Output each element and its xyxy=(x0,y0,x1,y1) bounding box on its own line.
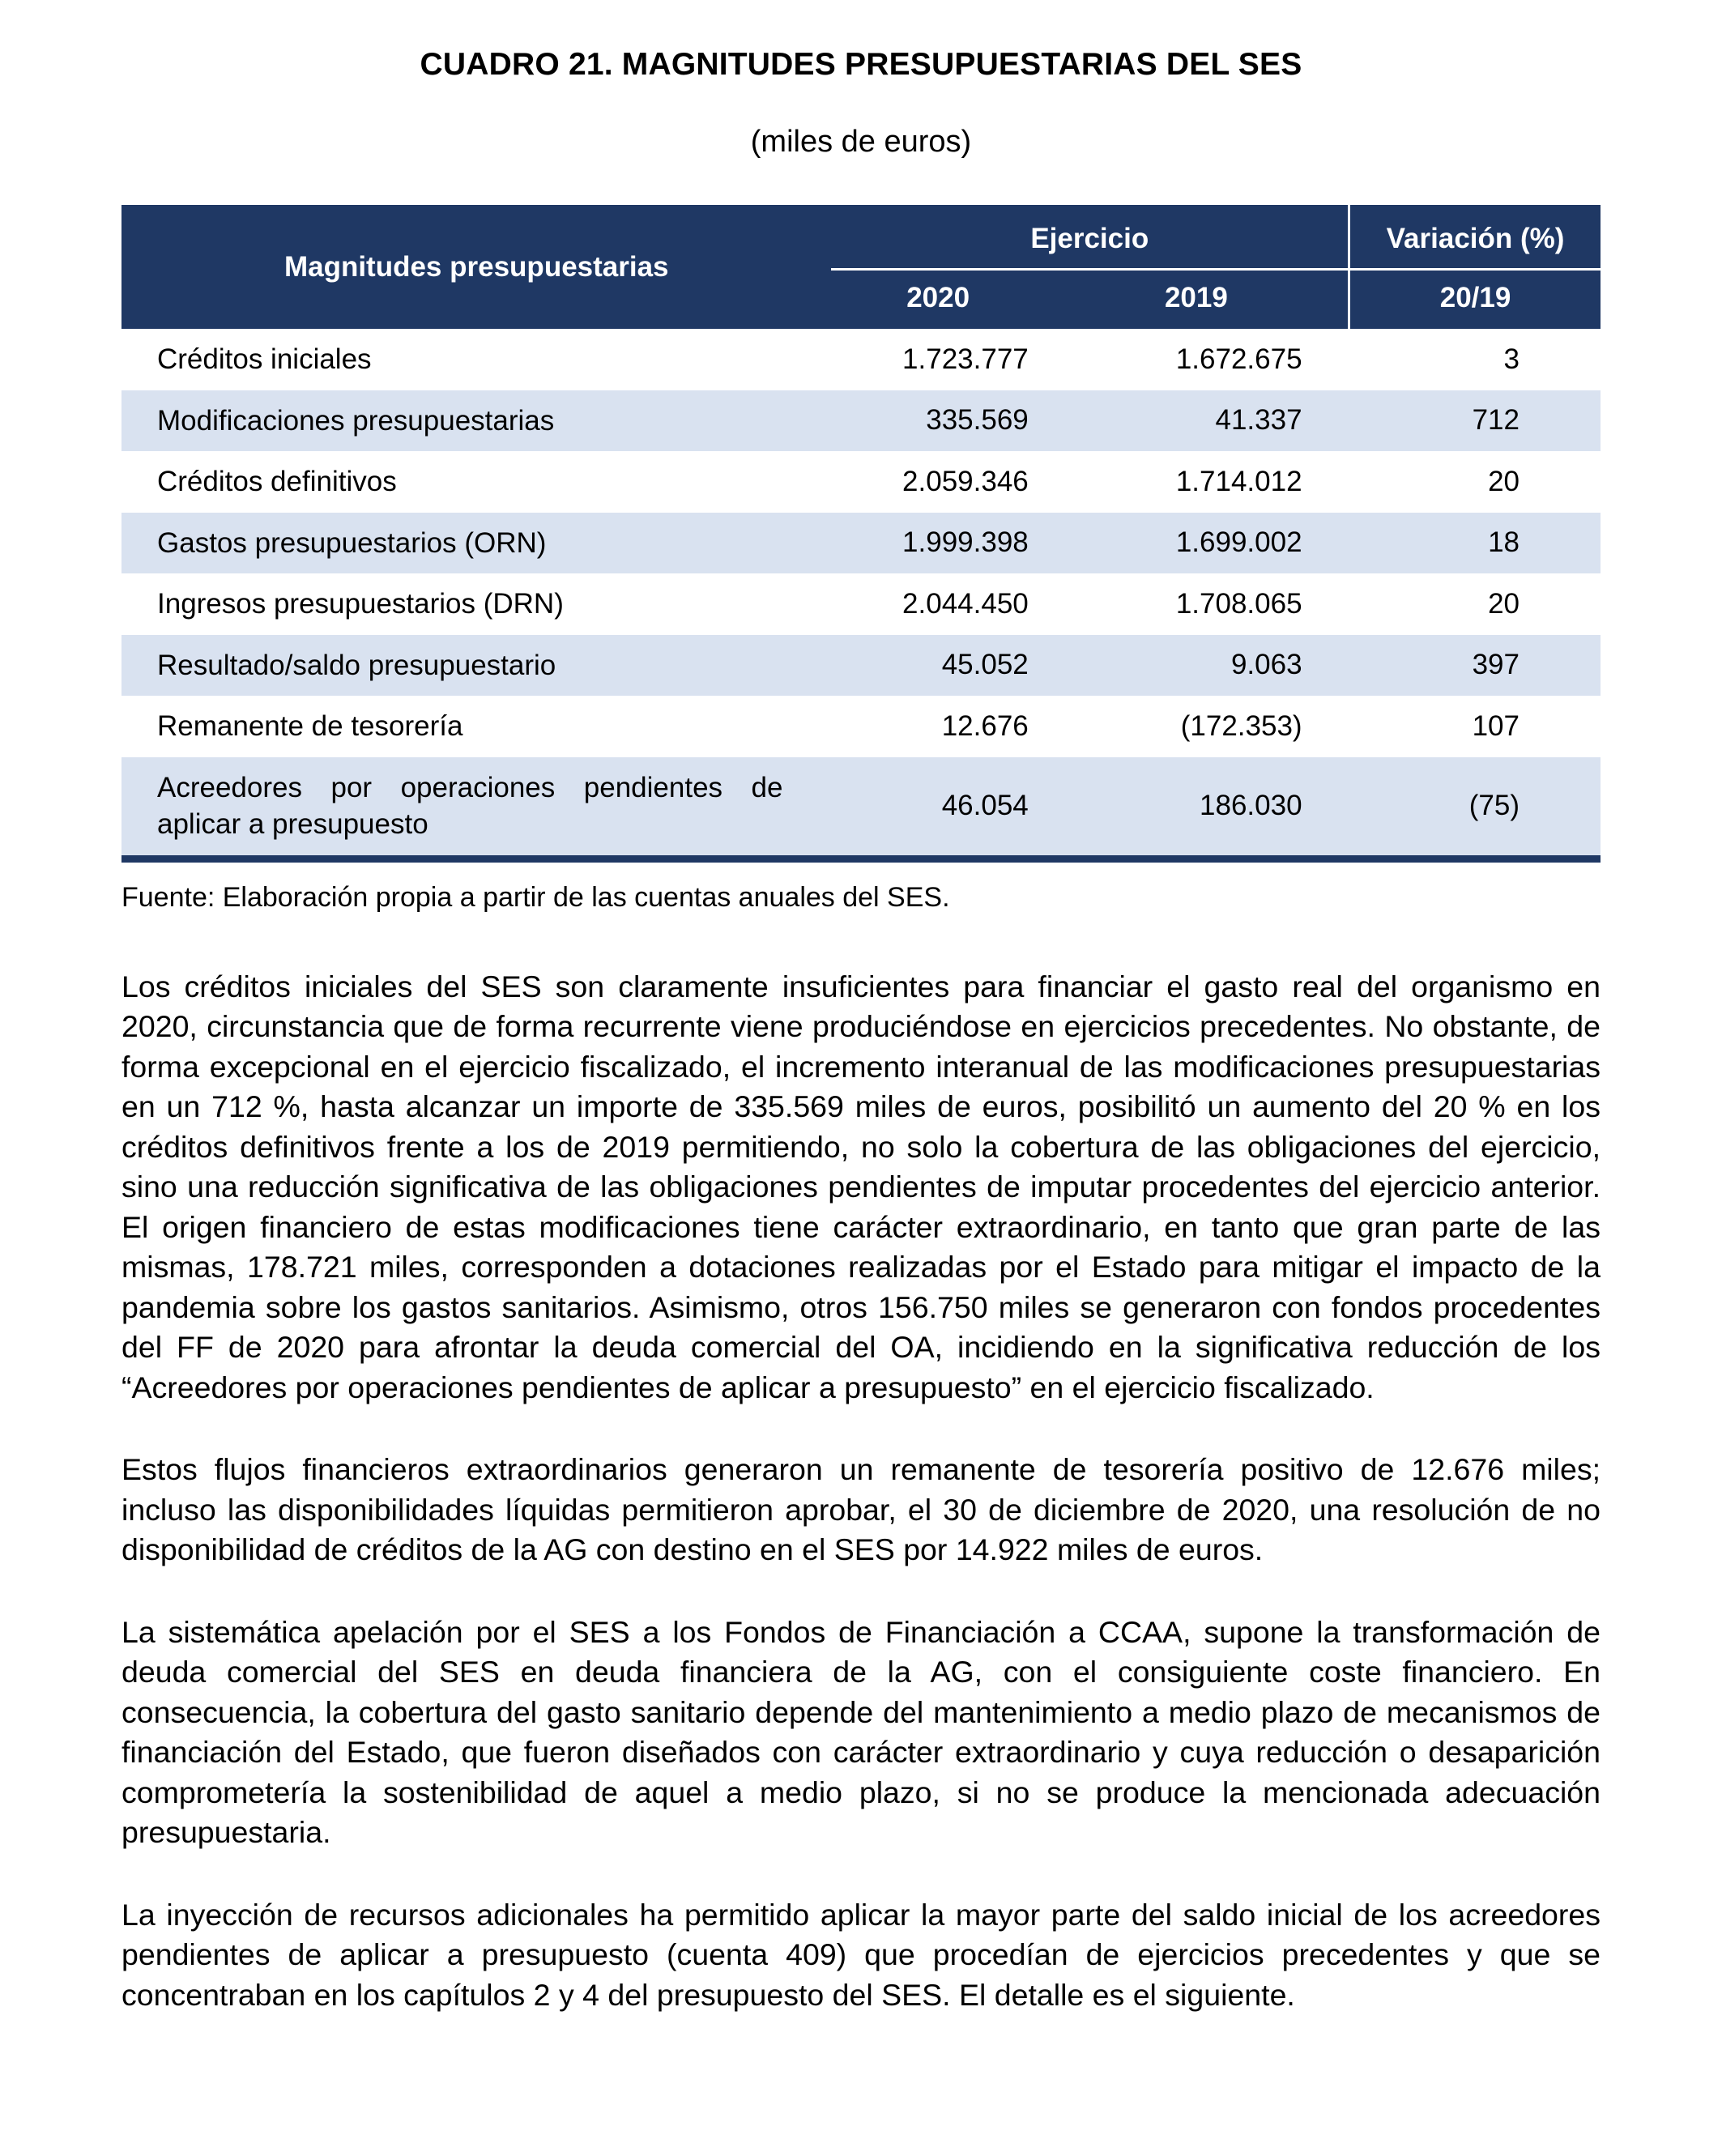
header-year-2020: 2020 xyxy=(831,270,1075,330)
budget-table xyxy=(121,205,1601,863)
header-group-row xyxy=(121,205,1601,270)
body-paragraph: La sistemática apelación por el SES a los Fondos de Financiación a CCAA, supone la transformación de deuda comercial del SES en deuda financiera de la AG, con el consiguiente coste financiero. En consecuencia, la cobertura del gasto sanitario depende del mantenimiento a medio plazo de mecanismos de financiación del Estado, que fueron diseñados con carácter extraordinario y cuya reducción o desaparición comprometería la sostenibilidad de aquel a medio plazo, si no se produce la mencionada adecuación presupuestaria. xyxy=(121,1614,1601,1849)
row-label: Acreedores por operaciones pendientes de aplicar a presupuesto xyxy=(121,757,831,859)
body-text xyxy=(121,967,1601,2016)
value-2019: (172.353) xyxy=(1180,709,1302,742)
table-row xyxy=(121,451,1601,513)
table-row xyxy=(121,757,1601,859)
table-row xyxy=(121,573,1601,635)
table-row xyxy=(121,635,1601,697)
header-ejercicio: Ejercicio xyxy=(831,205,1349,270)
value-2019: 1.708.065 xyxy=(1175,587,1302,620)
row-label: Gastos presupuestarios (ORN) xyxy=(121,513,831,574)
body-paragraph: Los créditos iniciales del SES son claramente insuficientes para financiar el gasto real del organismo en 2020, circunstancia que de forma recurrente viene produciéndose en ejercicios precedentes. No obstante, de forma excepcional en el ejercicio fiscalizado, el incremento interanual de las modificaciones presupuestarias en un 712 %, hasta alcanzar un importe de 335.569 miles de euros, posibilitó un aumento del 20 % en los créditos definitivos frente a los de 2019 permitiendo, no solo la cobertura de las obligaciones del ejercicio, sino una reducción significativa de las obligaciones pendientes de imputar procedentes del ejercicio anterior. El origen financiero de estas modificaciones tiene carácter extraordinario, en tanto que gran parte de las mismas, 178.721 miles, corresponden a dotaciones realizadas por el Estado para mitigar el impacto de la pandemia sobre los gastos sanitarios. Asimismo, otros 156.750 miles se generaron con fondos procedentes del FF de 2020 para afrontar la deuda comercial del OA, incidiendo en la significativa reducción de los “Acreedores por operaciones pendientes de aplicar a presupuesto” en el ejercicio fiscalizado. xyxy=(121,969,1601,1404)
value-2020: 45.052 xyxy=(831,635,1075,697)
row-label: Resultado/saldo presupuestario xyxy=(121,635,831,697)
page-subtitle: (miles de euros) xyxy=(750,125,972,159)
table-row xyxy=(121,390,1601,452)
value-2020: 335.569 xyxy=(831,390,1075,452)
row-label: Ingresos presupuestarios (DRN) xyxy=(157,588,564,620)
value-variacion: 20 xyxy=(1488,465,1520,497)
body-paragraph: Estos flujos financieros extraordinarios generaron un remanente de tesorería positivo de 12.676 miles; incluso las disponibilidades líquidas permitieron aprobar, el 30 de diciembre de 2020, una resolución de no disponibilidad de créditos de la AG con destino en el SES por 14.922 miles de euros. xyxy=(121,1452,1601,1566)
row-label: Modificaciones presupuestarias xyxy=(121,390,831,452)
value-variacion: 3 xyxy=(1503,343,1520,375)
row-label: Créditos iniciales xyxy=(157,343,372,375)
page-title: CUADRO 21. MAGNITUDES PRESUPUESTARIAS DEL SES xyxy=(420,47,1302,82)
value-2020: 2.044.450 xyxy=(902,587,1029,620)
value-variacion: 107 xyxy=(1472,709,1520,742)
table-row xyxy=(121,329,1601,390)
header-year-2019: 2019 xyxy=(1076,270,1349,330)
value-2019: 1.672.675 xyxy=(1175,343,1302,375)
source-note: Fuente: Elaboración propia a partir de las cuentas anuales del SES. xyxy=(121,881,950,913)
value-2020: 12.676 xyxy=(941,709,1029,742)
value-2019: 1.714.012 xyxy=(1175,465,1302,497)
header-variacion-sub: 20/19 xyxy=(1349,270,1601,330)
value-2020: 2.059.346 xyxy=(902,465,1029,497)
header-variacion: Variación (%) xyxy=(1349,205,1601,270)
value-2020: 1.723.777 xyxy=(902,343,1029,375)
value-2019: 41.337 xyxy=(1076,390,1349,452)
value-variacion: (75) xyxy=(1349,757,1601,859)
value-variacion: 20 xyxy=(1488,587,1520,620)
value-variacion: 712 xyxy=(1349,390,1601,452)
body-paragraph: La inyección de recursos adicionales ha permitido aplicar la mayor parte del saldo inicial de los acreedores pendientes de aplicar a presupuesto (cuenta 409) que procedían de ejercicios precedentes y que se concentraban en los capítulos 2 y 4 del presupuesto del SES. El detalle es el siguiente. xyxy=(121,1897,1601,2012)
value-variacion: 18 xyxy=(1349,513,1601,574)
value-2020: 1.999.398 xyxy=(831,513,1075,574)
table-row xyxy=(121,696,1601,757)
value-variacion: 397 xyxy=(1349,635,1601,697)
table-body xyxy=(121,329,1601,859)
value-2019: 186.030 xyxy=(1076,757,1349,859)
row-label: Créditos definitivos xyxy=(157,466,397,497)
header-magnitudes: Magnitudes presupuestarias xyxy=(121,205,831,329)
value-2019: 1.699.002 xyxy=(1076,513,1349,574)
value-2019: 9.063 xyxy=(1076,635,1349,697)
value-2020: 46.054 xyxy=(831,757,1075,859)
table-header xyxy=(121,205,1601,329)
row-label: Remanente de tesorería xyxy=(157,710,463,742)
table-row xyxy=(121,513,1601,574)
